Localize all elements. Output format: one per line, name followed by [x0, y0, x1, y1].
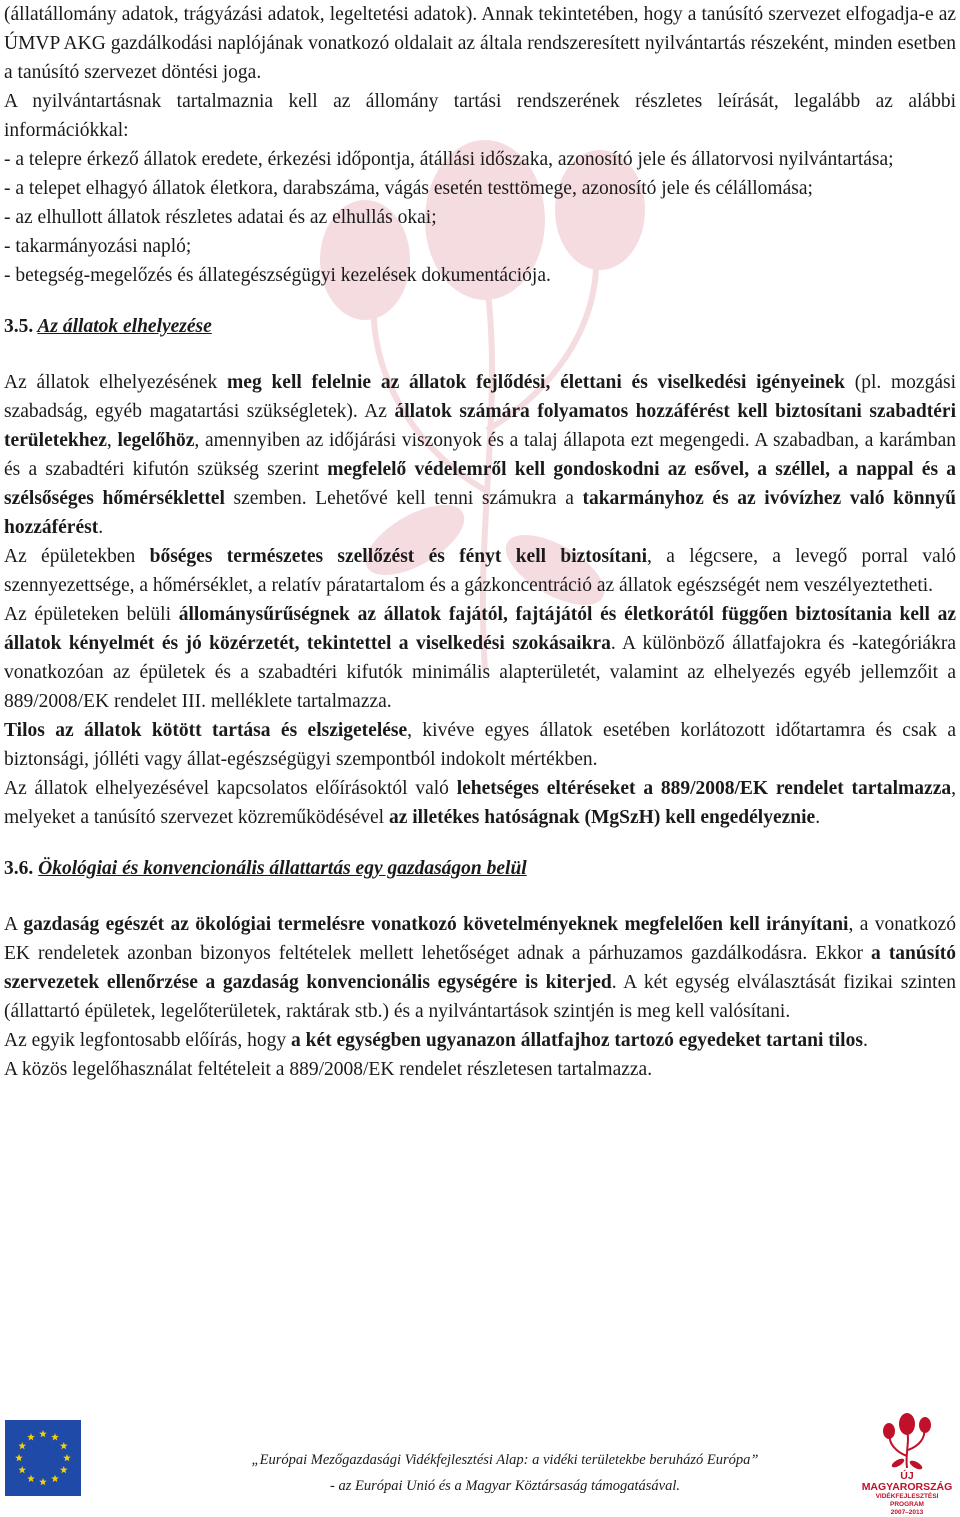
- eu-flag-icon: [5, 1420, 81, 1496]
- section-title: Az állatok elhelyezése: [37, 316, 212, 337]
- species-rule-paragraph: Az egyik legfontosabb előírás, hogy a két egységben ugyanazon állatfajhoz tartozó egyedeket tartani tilos.: [4, 1030, 868, 1051]
- footer-eafrd-slogan: „Európai Mezőgazdasági Vidékfejlesztési Alap: a vidéki területekbe beruházó Európa”: [251, 1452, 759, 1468]
- section-3-5-heading: [4, 312, 956, 341]
- common-pasture-paragraph: A közös legelőhasználat feltételeit a 889/2008/EK rendelet részletesen tartalmazza.: [4, 1059, 653, 1080]
- logo-subtitle: VIDÉKFEJLESZTÉSI PROGRAM: [875, 1493, 939, 1508]
- derogation-paragraph: Az állatok elhelyezésével kapcsolatos előírásoktól való lehetséges eltéréseket a 889/2008/EK rendelet tartalmazza, melyeket a tanúsító szervezet közreműködésével az illetékes hatóságnak (MgSzH) kell engedélyeznie.: [4, 778, 956, 828]
- footer-support-note: - az Európai Unió és a Magyar Köztársaság támogatásával.: [329, 1478, 681, 1494]
- section-3-6-heading: [4, 854, 956, 883]
- list-item: - a telepet elhagyó állatok életkora, darabszáma, vágás esetén testtömege, azonosító jele és célállomása;: [4, 178, 813, 199]
- logo-caption: [858, 1471, 956, 1517]
- housing-paragraph: Az állatok elhelyezésének meg kell felelnie az állatok fejlődési, élettani és viselkedési igényeinek (pl. mozgási szabadság, egyéb magatartási szükségletek). Az állatok számára folyamatos hozzáférést kell biztosítani szabadtéri területekhez, legelőhöz, amennyiben az időjárási viszonyok és a talaj állapota ezt megengedi. A szabadban, a karámban és a szabadtéri kifutón szükség szerint megfelelő védelemről kell gondoskodni az esővel, a széllel, a nappal és a szélsőséges hőmérséklettel szemben. Lehetővé kell tenni számukra a takarmányhoz és az ivóvízhez való könnyű hozzáférést.: [4, 372, 957, 538]
- section-number: 3.6.: [4, 858, 34, 879]
- list-item: - takarmányozási napló;: [4, 236, 192, 257]
- list-item: - a telepre érkező állatok eredete, érkezési időpontja, átállási időszaka, azonosító jele és állatorvosi nyilvántartása;: [4, 149, 894, 170]
- logo-title: ÚJ MAGYARORSZÁG: [861, 1470, 953, 1493]
- logo-years: 2007–2013: [890, 1509, 924, 1516]
- intro-paragraph: (állatállomány adatok, trágyázási adatok, legeltetési adatok). Annak tekintetében, hogy a tanúsító szervezet elfogadja-e az ÚMVP AKG gazdálkodási naplójának vonatkozó oldalait az általa rendszeresített nyilvántartás részeként, minden esetben a tanúsító szervezet döntési joga.: [4, 4, 956, 83]
- density-paragraph: Az épületeken belüli állománysűrűségnek az állatok fajától, fajtájától és életkorától függően biztosítania kell az állatok kényelmét és jó közérzetét, tekintettel a viselkedési szokásaikra. A különböző állatfajokra és -kategóriákra vonatkozóan az épületek és a szabadtéri kifutók minimális alapterületét, valamint az elhelyezés egyéb jellemzőit a 889/2008/EK rendelet III. melléklete tartalmazza.: [4, 604, 956, 712]
- document-body: [4, 0, 956, 1084]
- ventilation-paragraph: Az épületekben bőséges természetes szellőzést és fényt kell biztosítani, a légcsere, a levegő porral való szennyezettsége, a hőmérséklet, a relatív páratartalom és a gázkoncentráció az állatok egészségét nem veszélyeztetheti.: [4, 546, 956, 596]
- section-number: 3.5.: [4, 316, 34, 337]
- section-title: Ökológiai és konvencionális állattartás egy gazdaságon belül: [38, 858, 527, 879]
- list-item: - betegség-megelőzés és állategészségügyi kezelések dokumentációja.: [4, 265, 551, 286]
- list-item: - az elhullott állatok részletes adatai és az elhullás okai;: [4, 207, 437, 228]
- tethering-paragraph: Tilos az állatok kötött tartása és elszigetelése, kivéve egyes állatok esetében korlátozott időtartamra és csak a biztonsági, jólléti vagy állat-egészségügyi szempontból indokolt mértékben.: [4, 720, 956, 770]
- records-paragraph: A nyilvántartásnak tartalmaznia kell az állomány tartási rendszerének részletes leírását, legalább az alábbi információkkal:: [4, 91, 956, 141]
- parallel-farming-paragraph: A gazdaság egészét az ökológiai termelésre vonatkozó követelményeknek megfelelően kell irányítani, a vonatkozó EK rendeletek azonban bizonyos feltételek mellett lehetőséget adnak a párhuzamos gazdálkodásra. Ekkor a tanúsító szervezetek ellenőrzése a gazdaság konvencionális egységére is kiterjed. A két egység elválasztását fizikai szinten (állattartó épületek, legelőterületek, raktárak stb.) és a nyilvántartások szintjén is meg kell valósítani.: [4, 914, 956, 1022]
